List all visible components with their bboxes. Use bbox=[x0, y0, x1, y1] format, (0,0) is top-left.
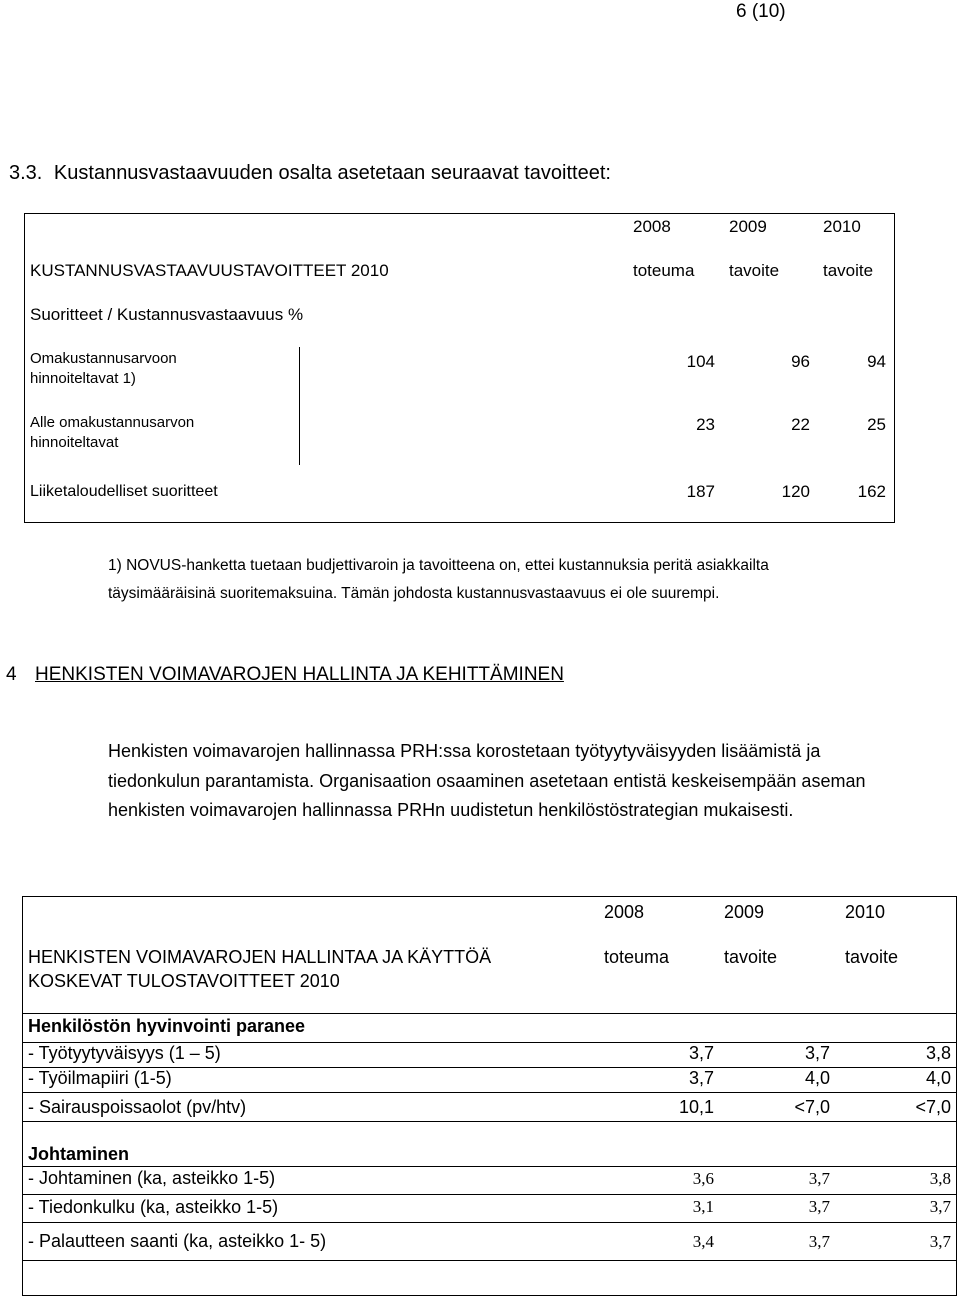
cell-value: 187 bbox=[686, 482, 715, 501]
group-heading: Johtaminen bbox=[28, 1144, 130, 1164]
cell-value: 25 bbox=[867, 415, 886, 434]
section-heading bbox=[9, 162, 611, 185]
row-label: - Työtyytyväisyys (1 – 5) bbox=[28, 1043, 221, 1063]
row-label: Liiketaloudelliset suoritteet bbox=[30, 483, 218, 500]
column-label: tavoite bbox=[729, 261, 780, 280]
cell-value: 3,7 bbox=[929, 1232, 951, 1251]
cell-value: 3,8 bbox=[929, 1169, 951, 1188]
row-label: - Johtaminen (ka, asteikko 1-5) bbox=[28, 1168, 276, 1188]
cell-value: <7,0 bbox=[915, 1097, 951, 1117]
cell-value: 3,7 bbox=[688, 1043, 714, 1063]
cell-value: <7,0 bbox=[794, 1097, 830, 1117]
section-number: 4 bbox=[6, 664, 17, 685]
section-number: 3.3. bbox=[9, 162, 43, 184]
column-year: 2008 bbox=[604, 902, 645, 922]
footnote-line: täysimääräisinä suoritemaksuina. Tämän johdosta kustannusvastaavuus ei ole suurempi. bbox=[108, 585, 720, 602]
cell-value: 162 bbox=[857, 482, 886, 501]
table-title: HENKISTEN VOIMAVAROJEN HALLINTAA JA KÄYTTÖÄ bbox=[28, 947, 492, 967]
column-year: 2010 bbox=[845, 902, 886, 922]
cell-value: 3,4 bbox=[692, 1232, 714, 1251]
column-label: tavoite bbox=[724, 947, 778, 967]
group-label: Suoritteet / Kustannusvastaavuus % bbox=[30, 305, 304, 324]
column-year: 2010 bbox=[823, 217, 861, 236]
cell-value: 3,7 bbox=[808, 1169, 830, 1188]
cell-value: 3,6 bbox=[692, 1169, 714, 1188]
row-label: Alle omakustannusarvon hinnoiteltavat bbox=[30, 414, 195, 451]
row-label: Omakustannusarvoon hinnoiteltavat 1) bbox=[30, 350, 177, 387]
cell-value: 4,0 bbox=[925, 1068, 951, 1088]
cell-value: 94 bbox=[867, 352, 886, 371]
group-heading: Henkilöstön hyvinvointi paranee bbox=[28, 1016, 306, 1036]
table-title: KOSKEVAT TULOSTAVOITTEET 2010 bbox=[28, 971, 340, 991]
column-year: 2008 bbox=[633, 217, 671, 236]
cell-value: 96 bbox=[791, 352, 810, 371]
cell-value: 3,7 bbox=[688, 1068, 714, 1088]
column-year: 2009 bbox=[729, 217, 767, 236]
column-label: toteuma bbox=[604, 947, 670, 967]
row-label: - Työilmapiiri (1-5) bbox=[28, 1068, 172, 1088]
cell-value: 3,7 bbox=[929, 1197, 951, 1216]
row-label: - Palautteen saanti (ka, asteikko 1- 5) bbox=[28, 1231, 327, 1251]
section-title: Kustannusvastaavuuden osalta asetetaan seuraavat tavoitteet: bbox=[53, 162, 611, 184]
footnote-line: 1) NOVUS-hanketta tuetaan budjettivaroin ja tavoitteena on, ettei kustannuksia peritä asiakkailta bbox=[108, 557, 769, 574]
cell-value: 3,1 bbox=[692, 1197, 714, 1216]
cell-value: 3,8 bbox=[925, 1043, 951, 1063]
cell-value: 10,1 bbox=[678, 1097, 714, 1117]
cell-value: 22 bbox=[791, 415, 810, 434]
page-number: 6 (10) bbox=[736, 1, 786, 22]
column-year: 2009 bbox=[724, 902, 765, 922]
table-title: KUSTANNUSVASTAAVUUSTAVOITTEET 2010 bbox=[30, 261, 389, 280]
row-label: - Tiedonkulku (ka, asteikko 1-5) bbox=[28, 1197, 279, 1217]
cell-value: 120 bbox=[781, 482, 810, 501]
column-label: tavoite bbox=[823, 261, 874, 280]
column-label: tavoite bbox=[845, 947, 899, 967]
row-label: - Sairauspoissaolot (pv/htv) bbox=[28, 1097, 247, 1117]
section-title: HENKISTEN VOIMAVAROJEN HALLINTA JA KEHITTÄMINEN bbox=[35, 664, 564, 685]
cell-value: 3,7 bbox=[804, 1043, 830, 1063]
column-label: toteuma bbox=[633, 261, 695, 280]
cell-value: 3,7 bbox=[808, 1197, 830, 1216]
cell-value: 4,0 bbox=[804, 1068, 830, 1088]
body-paragraph: Henkisten voimavarojen hallinnassa PRH:ssa korostetaan työtyytyväisyyden lisäämistä ja tiedonkulun parantamista. Organisaation osaaminen asetetaan entistä keskeisempään aseman henkisten voimavarojen hallinnassa PRHn uudistetun henkilöstöstrategian mukaisesti. bbox=[108, 741, 866, 820]
cell-value: 3,7 bbox=[808, 1232, 830, 1251]
cell-value: 23 bbox=[696, 415, 715, 434]
cell-value: 104 bbox=[686, 352, 715, 371]
